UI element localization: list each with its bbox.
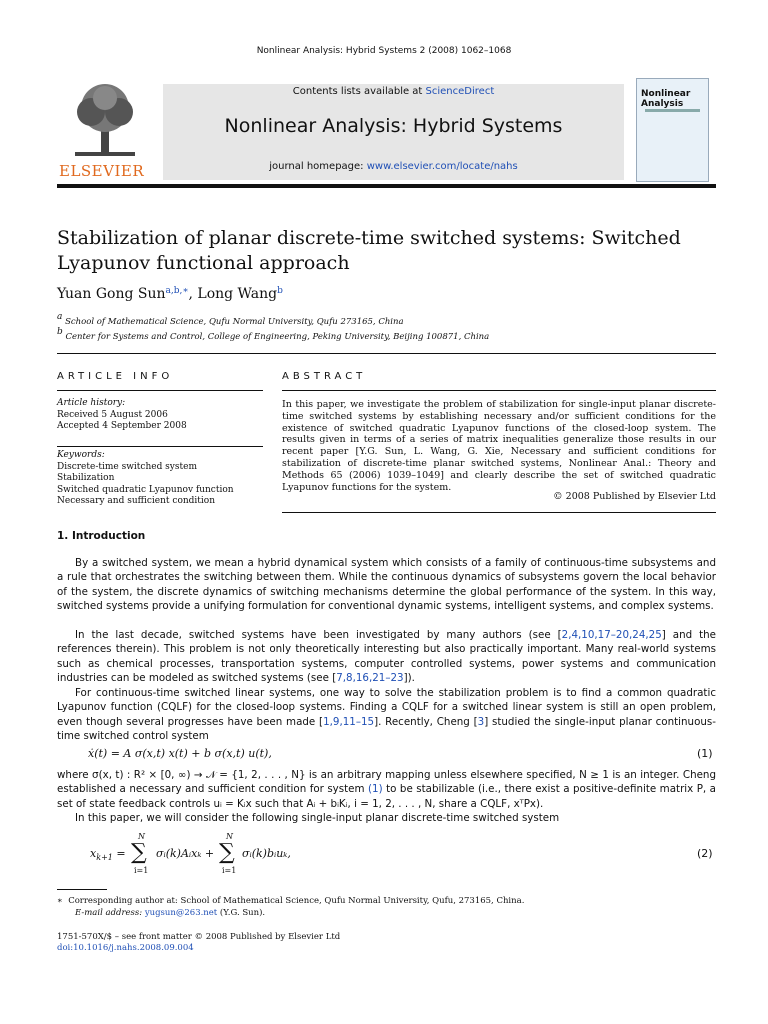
author-2: Long Wang: [197, 286, 278, 302]
affil-a-text: School of Mathematical Science, Qufu Normal University, Qufu 273165, China: [65, 317, 404, 327]
contents-line: [163, 86, 624, 97]
citation-link[interactable]: 2,4,10,17–20,24,25: [561, 629, 662, 641]
contents-prefix: Contents lists available at: [292, 86, 426, 97]
intro-paragraph-2: [57, 628, 716, 686]
eq2-sum2-sign: ∑: [219, 840, 235, 865]
eq2-sum1-bottom: i=1: [134, 866, 149, 875]
keyword-item: Stabilization: [57, 473, 115, 483]
elsevier-logo: [57, 82, 153, 178]
authors: [57, 286, 283, 302]
intro-paragraph-1: By a switched system, we mean a hybrid dynamical system which consists of a family of continuous-time subsystems and a rule that orchestrates the switching between them. While the continuous dynamics of subsystems govern the local behavior of the system, the discrete dynamics of switching mechanisms determine the global performance of the system. In this way, switched systems provide a unifying formulation for conventional dynamic systems, intelligent systems, and complex systems.: [57, 557, 716, 613]
history-rule: [57, 446, 263, 447]
history-label: Article history:: [57, 398, 126, 408]
keywords-label: Keywords:: [57, 450, 105, 460]
email-link[interactable]: yugsun@263.net: [144, 908, 218, 918]
eq2-lhs: $x_{k+1}$ =: [90, 847, 126, 863]
section-heading-introduction: 1. Introduction: [57, 530, 146, 542]
keyword-item: Discrete-time switched system: [57, 461, 197, 472]
homepage-prefix: journal homepage:: [269, 161, 367, 172]
p4-text-b: to be stabilizable (i.e., there exist a positive-definite matrix P, a set of state feedback controls uᵢ = Kᵢx such that Aᵢ + bᵢKᵢ, i = 1, 2, . . . , N, share a CQLF, xᵀPx).: [57, 783, 716, 810]
running-header: Nonlinear Analysis: Hybrid Systems 2 (2008) 1062–1068: [256, 46, 512, 56]
eq2-term1: σᵢ(k)Aᵢxₖ +: [156, 847, 215, 860]
keyword-item: Necessary and sufficient condition: [57, 496, 216, 506]
keywords-block: [57, 450, 234, 508]
doi-link[interactable]: doi:10.1016/j.nahs.2008.09.004: [57, 943, 194, 953]
journal-name: Nonlinear Analysis: Hybrid Systems: [224, 115, 563, 137]
sciencedirect-link[interactable]: ScienceDirect: [425, 86, 495, 97]
equation-ref-link[interactable]: (1): [368, 783, 383, 796]
affil-b-text: Center for Systems and Control, College of Engineering, Peking University, Beijing 100871, China: [65, 332, 490, 342]
eq2-sum1-sign: ∑: [131, 840, 147, 865]
abstract-copyright: © 2008 Published by Elsevier Ltd: [553, 491, 716, 502]
eq2-lhs-sub: k+1: [96, 853, 113, 863]
eq2-term2: σᵢ(k)bᵢuₖ,: [242, 847, 291, 860]
article-history: [57, 398, 187, 433]
affil-b-mark: b: [57, 327, 63, 337]
title-rule: [57, 353, 716, 354]
cover-title-line2: Analysis: [641, 99, 684, 109]
email-suffix: (Y.G. Sun).: [217, 908, 266, 918]
affiliation-b: [57, 327, 489, 342]
eq2-sum2-top: N: [226, 832, 233, 841]
citation-link[interactable]: 3: [477, 715, 485, 728]
tree-icon: [65, 82, 145, 158]
homepage-link[interactable]: www.elsevier.com/locate/nahs: [366, 161, 518, 172]
equation-2: [88, 832, 728, 880]
p3-text-b: ]. Recently, Cheng [: [374, 715, 478, 728]
footnote-text: Corresponding author at: School of Mathematical Science, Qufu Normal University, Qufu, 273165, China.: [68, 896, 525, 906]
article-title-line2: Lyapunov functional approach: [57, 252, 350, 274]
eq2-sum2-bottom: i=1: [222, 866, 237, 875]
p4-text-a: where σ(x, t) : R² × [0, ∞) → 𝒩 = {1, 2, . . . , N} is an arbitrary mapping unless elsewhere specified, N ≥ 1 is an integer. Cheng established a necessary and sufficient condition for system: [57, 769, 716, 796]
abstract-heading: ABSTRACT: [282, 371, 367, 382]
publisher-logo-text: ELSEVIER: [59, 162, 145, 180]
author-1-affil-mark[interactable]: a,b,∗: [165, 286, 189, 296]
footnote-corresponding: [57, 896, 524, 906]
received-date: Received 5 August 2006: [57, 409, 168, 420]
article-title-line1: Stabilization of planar discrete-time switched systems: Switched: [57, 227, 681, 249]
article-title: [57, 226, 717, 276]
author-separator: ,: [188, 286, 198, 302]
email-label: E-mail address:: [75, 908, 145, 918]
affiliation-a: [57, 312, 404, 327]
journal-cover: [636, 78, 709, 182]
abstract-bottom-rule: [282, 512, 716, 513]
affil-a-mark: a: [57, 312, 63, 322]
author-1: Yuan Gong Sun: [57, 286, 166, 302]
equation-2-number: (2): [697, 847, 713, 860]
cover-title: [641, 89, 690, 109]
p2-text-b: ] and the references therein). This problem is not only theoretically interesting but also practically important. Many real-world systems such as chemical processes, transportation systems, computer controlled systems, power systems and communication industries can be modeled as switched systems (see [: [57, 629, 716, 685]
issn-line: 1751-570X/$ – see front matter © 2008 Published by Elsevier Ltd: [57, 932, 341, 942]
citation-link[interactable]: 7,8,16,21–23: [336, 672, 404, 685]
article-info-heading: ARTICLE INFO: [57, 371, 174, 382]
keyword-item: Switched quadratic Lyapunov function: [57, 484, 234, 495]
eq2-sum1-top: N: [138, 832, 145, 841]
author-2-affil-mark[interactable]: b: [277, 286, 283, 296]
header-rule: [57, 184, 716, 188]
citation-link[interactable]: 1,9,11–15: [323, 715, 375, 728]
p3-text-c: ] studied the single-input planar continuous-time switched control system: [57, 715, 716, 743]
intro-paragraph-5: In this paper, we will consider the following single-input planar discrete-time switched system: [75, 812, 560, 824]
p2-text-c: ]).: [403, 672, 415, 685]
article-info-rule: [57, 390, 263, 391]
equation-1-number: (1): [697, 747, 713, 760]
abstract-rule: [282, 390, 716, 391]
footnote-email: [75, 908, 265, 918]
equation-1: ẋ(t) = A σ(x,t) x(t) + b σ(x,t) u(t),: [88, 747, 272, 760]
cover-title-line1: Nonlinear: [641, 89, 691, 99]
cover-decoration: [645, 109, 700, 112]
homepage-line: [163, 161, 624, 172]
p2-text-a: In the last decade, switched systems have been investigated by many authors (see [: [75, 629, 562, 641]
intro-paragraph-3: [57, 686, 716, 744]
footnote-rule: [57, 889, 107, 890]
accepted-date: Accepted 4 September 2008: [57, 421, 187, 431]
eq2-lhs-var: x: [90, 847, 97, 860]
footnote-mark: ∗: [57, 896, 63, 906]
abstract-text: In this paper, we investigate the problem of stabilization for single-input planar discrete-time switched systems by establishing necessary and/or sufficient conditions for the existence of switched quadratic Lyapunov functions of the closed-loop system. The results given in terms of a series of matrix inequalities generalize those results in our recent paper [Y.G. Sun, L. Wang, G. Xie, Necessary and sufficient conditions for stabilization of discrete-time planar switched systems, Nonlinear Anal.: Theory and Methods 65 (2006) 1039–1049] and clearly describe the set of switched quadratic Lyapunov functions for the system.: [282, 399, 716, 493]
intro-paragraph-4: [57, 768, 716, 811]
p3-text-a: For continuous-time switched linear systems, one way to solve the stabilization problem is to find a common quadratic Lyapunov function (CQLF) for the closed-loop systems. Finding a CQLF for a switched linear system is still an open problem, even though several progresses have been made [: [57, 687, 716, 728]
